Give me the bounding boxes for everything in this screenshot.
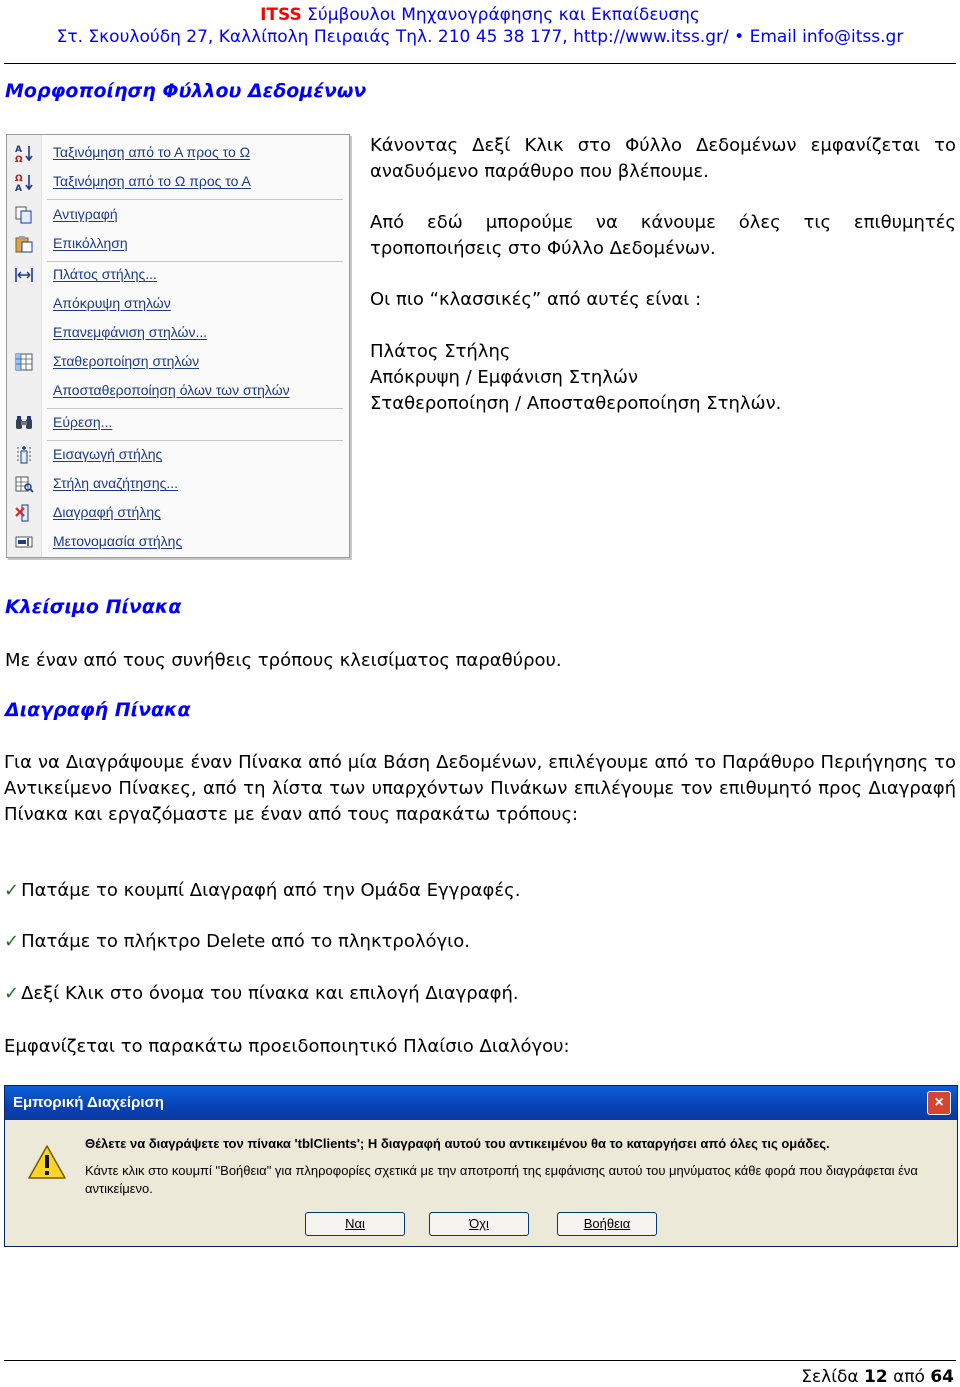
menu-item-sort-ascending[interactable] [7,139,349,167]
yes-button[interactable] [305,1212,405,1236]
menu-item-hide-columns[interactable] [7,290,349,318]
option-freeze-columns: Σταθεροποίηση / Αποσταθεροποίηση Στηλών. [370,393,782,414]
menu-item-label: Ταξινόμηση από το Ω προς το Α [53,173,251,189]
yes-button-label: Ναι [345,1216,365,1231]
dialog-detail: Κάντε κλικ στο κουμπί "Βοήθεια" για πληροφορίες σχετικά με την αποτροπή της εμφάνισης αυτού του μηνύματος κάθε φορά που διαγράφεται ένα αντικείμενο. [85,1163,918,1196]
menu-item-label: Μετονομασία στήλης [53,533,183,549]
menu-item-insert-column[interactable] [7,441,349,469]
header-line-1 [0,4,960,26]
paragraph-classic-options: Οι πιο “κλασσικές” από αυτές είναι : [370,289,702,310]
menu-item-label: Ταξινόμηση από το Α προς το Ω [53,144,251,160]
page-footer [801,1367,954,1387]
check-item-delete-key [4,931,470,952]
help-button-label: Βοήθεια [583,1216,631,1231]
check-item-text: Πατάμε το πλήκτρο Delete από το πληκτρολόγιο. [21,931,470,952]
menu-item-column-width[interactable] [7,261,349,289]
svg-text:A: A [15,145,22,155]
warning-icon [27,1144,67,1180]
paste-icon [14,234,34,254]
menu-item-copy[interactable] [7,201,349,229]
check-item-text: Πατάμε το κουμπί Διαγραφή από την Ομάδα Εγγραφές. [21,880,521,901]
section-heading-delete-table: Διαγραφή Πίνακα [5,699,191,721]
checkmark-icon: ✓ [4,983,20,1004]
current-page: 12 [864,1367,888,1387]
footer-middle: από [887,1367,931,1387]
menu-item-label: Επικόλληση [53,235,128,251]
menu-item-find[interactable] [7,409,349,437]
menu-item-label: Εύρεση... [53,414,113,430]
no-button[interactable] [429,1212,529,1236]
menu-item-label: Σταθεροποίηση στηλών [53,353,200,369]
menu-item-sort-descending[interactable] [7,168,349,196]
menu-item-unhide-columns[interactable] [7,319,349,347]
svg-text:Ω: Ω [15,155,23,163]
check-item-delete-button [4,880,520,901]
paragraph-delete-table: Για να Διαγράψουμε έναν Πίνακα από μία Βάση Δεδομένων, επιλέγουμε από το Παράθυρο Περιήγησης το Αντικείμενο Πίνακες, από τη λίστα των υπαρχόντων Πινάκων επιλέγουμε τον επιθυμητό προς Διαγραφή Πίνακα και εργαζόμαστε με έναν από τους παρακάτω τρόπους: [4,752,956,825]
no-button-label: Όχι [469,1216,489,1231]
checkmark-icon: ✓ [4,880,20,901]
svg-text:Ω: Ω [15,174,23,184]
sort-descending-icon [14,172,34,192]
paragraph-close-table: Με έναν από τους συνήθεις τρόπους κλεισίματος παραθύρου. [5,650,562,671]
svg-text:A: A [15,184,22,192]
copy-icon [14,205,34,225]
page-header [0,4,960,48]
paragraph-modifications: Από εδώ μπορούμε να κάνουμε όλες τις επιθυμητές τροποποιήσεις στο Φύλλο Δεδομένων. [370,212,956,259]
freeze-columns-icon [14,352,34,372]
menu-item-label: Πλάτος στήλης... [53,266,157,282]
section-heading-close-table: Κλείσιμο Πίνακα [5,596,182,618]
check-item-right-click [4,983,519,1004]
menu-item-lookup-column[interactable] [7,470,349,498]
dialog-close-button[interactable]: × [927,1091,951,1115]
delete-column-icon [14,503,34,523]
header-company: Σύμβουλοι Μηχανογράφησης και Εκπαίδευσης [301,5,700,25]
warning-dialog [4,1085,958,1247]
header-line-2: Στ. Σκουλούδη 27, Καλλίπολη Πειραιάς Τηλ. 210 45 38 177, http://www.itss.gr/ • Email info@itss.gr [56,27,904,47]
find-icon [14,413,34,433]
menu-item-unfreeze-all-columns[interactable] [7,377,349,405]
paragraph-dialog-intro: Εμφανίζεται το παρακάτω προειδοποιητικό Πλαίσιο Διαλόγου: [4,1036,570,1057]
menu-item-label: Αντιγραφή [53,206,118,222]
menu-item-delete-column[interactable] [7,499,349,527]
column-width-icon [14,265,34,285]
footer-divider [4,1360,956,1361]
menu-item-label: Εισαγωγή στήλης [53,446,163,462]
menu-item-label: Αποσταθεροποίηση όλων των στηλών [53,382,290,398]
insert-column-icon [14,445,34,465]
menu-item-label: Επανεμφάνιση στηλών... [53,324,208,340]
option-hide-show-columns: Απόκρυψη / Εμφάνιση Στηλών [370,367,639,388]
paragraph-right-click-intro: Κάνοντας Δεξί Κλικ στο Φύλλο Δεδομένων εμφανίζεται το αναδυόμενο παράθυρο που βλέπουμε. [370,135,956,182]
section-heading-datasheet-format: Μορφοποίηση Φύλλου Δεδομένων [5,80,367,102]
rename-column-icon [14,532,34,552]
menu-item-label: Απόκρυψη στηλών [53,295,171,311]
context-menu [6,134,350,558]
option-column-width: Πλάτος Στήλης [370,341,511,362]
footer-prefix: Σελίδα [801,1367,864,1387]
dialog-message: Θέλετε να διαγράψετε τον πίνακα 'tblClients'; Η διαγραφή αυτού του αντικειμένου θα το καταργήσει από όλες τις ομάδες. [85,1136,830,1151]
menu-item-rename-column[interactable] [7,528,349,556]
menu-item-label: Διαγραφή στήλης [53,504,161,520]
menu-separator [47,199,343,200]
menu-item-freeze-columns[interactable] [7,348,349,376]
check-item-text: Δεξί Κλικ στο όνομα του πίνακα και επιλογή Διαγραφή. [21,983,519,1004]
lookup-column-icon [14,474,34,494]
help-button[interactable] [557,1212,657,1236]
dialog-titlebar [5,1086,957,1120]
dialog-title: Εμπορική Διαχείριση [13,1094,164,1111]
checkmark-icon: ✓ [4,931,20,952]
brand-name: ITSS [260,5,302,25]
sort-ascending-icon [14,143,34,163]
menu-item-label: Στήλη αναζήτησης... [53,475,179,491]
header-divider [4,63,956,64]
menu-item-paste[interactable] [7,230,349,258]
total-pages: 64 [930,1367,954,1387]
